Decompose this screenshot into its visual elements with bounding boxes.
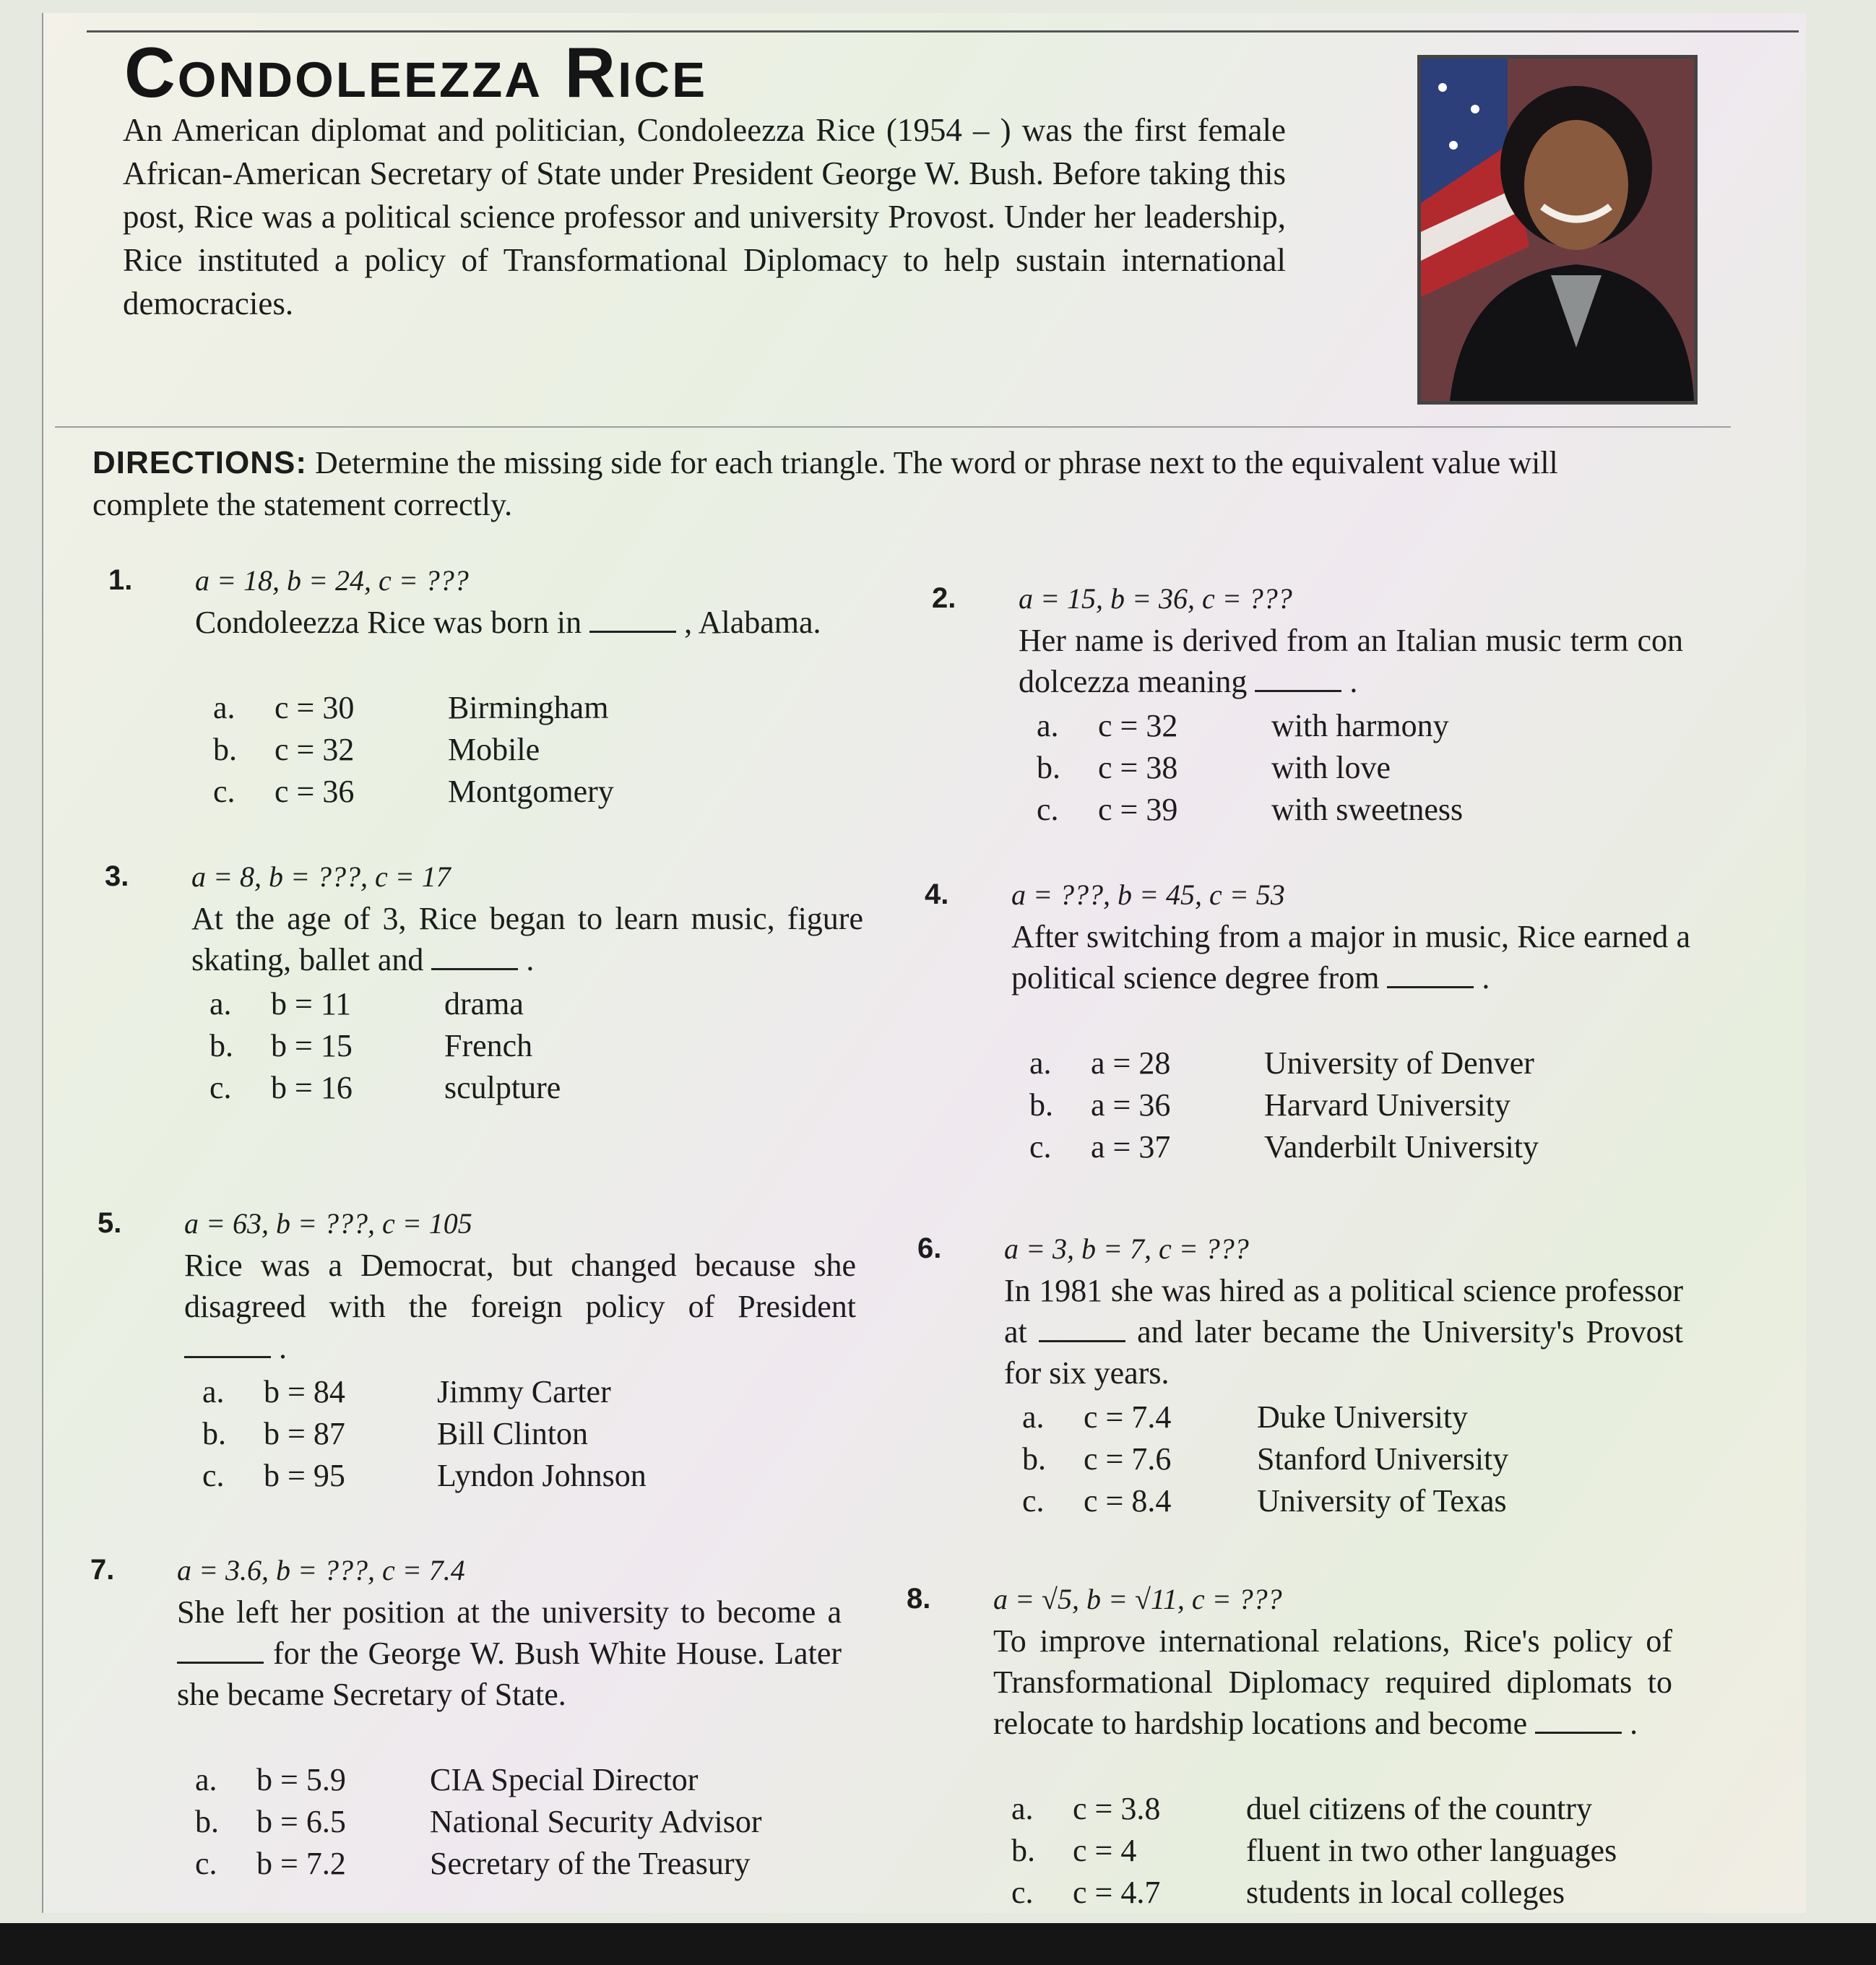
- answer-blank[interactable]: [1535, 1703, 1622, 1734]
- option-value: b = 16: [271, 1070, 353, 1105]
- section-divider: [55, 426, 1731, 428]
- option-b[interactable]: [108, 729, 889, 770]
- option-letter: b.: [209, 1028, 233, 1063]
- problem-number: 1.: [108, 564, 133, 596]
- statement: [1011, 916, 1690, 998]
- problem-3: [105, 856, 885, 1203]
- option-value: b = 11: [271, 986, 352, 1022]
- option-c[interactable]: [917, 1480, 1698, 1521]
- problem-number: 8.: [907, 1583, 931, 1615]
- option-letter: a.: [213, 690, 235, 725]
- statement-text: Condoleezza Rice was born in: [195, 605, 582, 640]
- option-letter: a.: [1011, 1791, 1034, 1826]
- option-answer: Mobile: [448, 732, 540, 767]
- option-b[interactable]: [98, 1413, 878, 1454]
- option-letter: a.: [1037, 708, 1059, 743]
- answer-blank[interactable]: [184, 1327, 271, 1358]
- statement-text: Rice was a Democrat, but changed because she disagreed with the foreign policy of President: [184, 1248, 856, 1324]
- option-letter: b.: [1037, 750, 1060, 785]
- option-answer: drama: [444, 986, 524, 1022]
- option-b[interactable]: [907, 1830, 1694, 1871]
- option-c[interactable]: [108, 771, 889, 812]
- option-value: b = 15: [271, 1028, 353, 1063]
- problem-6: [917, 1228, 1698, 1575]
- problem-2: [932, 578, 1712, 925]
- option-value: a = 36: [1091, 1087, 1171, 1123]
- problem-number: 5.: [98, 1207, 122, 1239]
- option-value: c = 32: [1098, 708, 1178, 743]
- option-b[interactable]: [105, 1025, 885, 1066]
- option-value: c = 4.7: [1073, 1875, 1161, 1910]
- option-value: a = 37: [1091, 1129, 1171, 1165]
- statement: [177, 1592, 842, 1715]
- option-c[interactable]: [925, 1126, 1705, 1167]
- statement: [195, 602, 860, 643]
- option-value: b = 84: [264, 1374, 345, 1409]
- problem-number: 3.: [105, 860, 129, 892]
- option-a[interactable]: [932, 705, 1712, 746]
- statement-text: At the age of 3, Rice began to learn music, figure skating, ballet and: [191, 901, 863, 977]
- answer-blank[interactable]: [431, 939, 518, 970]
- statement-ending: .: [1630, 1706, 1638, 1741]
- option-value: b = 95: [264, 1458, 345, 1493]
- option-letter: b.: [1029, 1087, 1053, 1123]
- option-answer: Harvard University: [1264, 1087, 1510, 1123]
- option-answer: Duke University: [1257, 1399, 1469, 1435]
- option-answer: Secretary of the Treasury: [430, 1846, 751, 1881]
- option-value: c = 32: [275, 732, 355, 767]
- option-a[interactable]: [90, 1759, 870, 1800]
- option-letter: a.: [1022, 1399, 1045, 1435]
- option-value: b = 87: [264, 1416, 345, 1451]
- option-c[interactable]: [98, 1455, 878, 1496]
- option-b[interactable]: [917, 1438, 1698, 1480]
- option-value: b = 5.9: [256, 1762, 346, 1797]
- option-letter: c.: [1022, 1483, 1045, 1519]
- statement-ending: for the George W. Bush White House. Later she became Secretary of State.: [177, 1636, 842, 1712]
- given-sides: a = 3.6, b = ???, c = 7.4: [177, 1554, 465, 1586]
- intro-paragraph: An American diplomat and politician, Condoleezza Rice (1954 – ) was the first female African-American Secretary of State under President George W. Bush. Before taking this post, Rice was a political science professor and university Provost. Under her leadership, Rice instituted a policy of Transformational Diplomacy to help sustain international democracies.: [123, 112, 1286, 321]
- option-letter: c.: [202, 1458, 225, 1493]
- answer-blank[interactable]: [1039, 1311, 1125, 1342]
- statement-ending: , Alabama.: [684, 605, 821, 640]
- answer-blank[interactable]: [589, 602, 676, 633]
- option-c[interactable]: [105, 1067, 885, 1108]
- problem-number: 2.: [932, 582, 956, 614]
- option-letter: a.: [195, 1762, 217, 1797]
- statement: [1019, 620, 1683, 702]
- answer-blank[interactable]: [1255, 661, 1341, 692]
- given-sides: a = √5, b = √11, c = ???: [993, 1583, 1282, 1615]
- option-answer: Montgomery: [448, 774, 614, 809]
- portrait-photo: [1417, 55, 1698, 405]
- option-a[interactable]: [105, 983, 885, 1024]
- statement-ending: .: [1482, 960, 1490, 996]
- option-c[interactable]: [90, 1843, 870, 1884]
- given-sides: a = 15, b = 36, c = ???: [1019, 582, 1292, 615]
- option-answer: University of Texas: [1257, 1483, 1507, 1519]
- option-value: c = 30: [275, 690, 355, 725]
- statement-text: Her name is derived from an Italian music term con dolcezza meaning: [1019, 623, 1683, 699]
- option-letter: c.: [1037, 792, 1059, 827]
- option-letter: b.: [1011, 1833, 1035, 1868]
- option-answer: French: [444, 1028, 533, 1063]
- option-answer: Vanderbilt University: [1264, 1129, 1539, 1165]
- option-answer: sculpture: [444, 1070, 561, 1105]
- statement-text: She left her position at the university to become a: [177, 1594, 842, 1630]
- option-letter: b.: [213, 732, 237, 767]
- given-sides: a = 63, b = ???, c = 105: [184, 1207, 472, 1240]
- problem-7: [90, 1550, 870, 1896]
- option-letter: a.: [202, 1374, 225, 1409]
- directions: [92, 442, 1682, 526]
- statement-ending: .: [279, 1330, 287, 1365]
- option-a[interactable]: [98, 1371, 878, 1412]
- option-letter: b.: [1022, 1441, 1046, 1477]
- problem-4: [925, 874, 1705, 1221]
- option-answer: with harmony: [1271, 708, 1449, 743]
- option-letter: a.: [209, 986, 232, 1022]
- option-answer: Stanford University: [1257, 1441, 1509, 1477]
- statement-text: In 1981 she was hired as a political science professor at: [1004, 1273, 1683, 1349]
- statement: [1004, 1270, 1683, 1394]
- option-value: c = 36: [275, 774, 355, 809]
- option-value: c = 39: [1098, 792, 1178, 827]
- statement: [993, 1620, 1672, 1744]
- given-sides: a = 18, b = 24, c = ???: [195, 564, 469, 597]
- option-value: b = 6.5: [256, 1804, 346, 1839]
- problem-8: [907, 1579, 1694, 1925]
- problem-number: 7.: [90, 1554, 115, 1586]
- problem-1: [108, 560, 889, 907]
- problem-number: 6.: [917, 1232, 942, 1264]
- page-title: Condoleezza Rice: [124, 33, 708, 112]
- option-answer: Lyndon Johnson: [437, 1458, 647, 1493]
- option-value: c = 38: [1098, 750, 1178, 785]
- option-answer: National Security Advisor: [430, 1804, 762, 1839]
- statement: [184, 1245, 856, 1368]
- statement: [191, 898, 863, 980]
- statement-ending: .: [1349, 664, 1358, 699]
- option-value: c = 7.6: [1084, 1441, 1172, 1477]
- option-a[interactable]: [917, 1396, 1698, 1438]
- option-letter: b.: [202, 1416, 226, 1451]
- option-b[interactable]: [90, 1801, 870, 1842]
- given-sides: a = 3, b = 7, c = ???: [1004, 1232, 1249, 1265]
- option-value: c = 7.4: [1084, 1399, 1172, 1435]
- answer-blank[interactable]: [177, 1633, 264, 1664]
- option-letter: a.: [1029, 1045, 1052, 1081]
- problem-number: 4.: [925, 878, 949, 910]
- option-letter: c.: [213, 774, 235, 809]
- directions-label: DIRECTIONS:: [92, 445, 307, 480]
- option-value: c = 8.4: [1084, 1483, 1172, 1519]
- option-answer: fluent in two other languages: [1246, 1833, 1617, 1868]
- option-letter: c.: [1011, 1875, 1034, 1910]
- option-value: c = 3.8: [1073, 1791, 1161, 1826]
- option-letter: c.: [195, 1846, 217, 1881]
- option-c[interactable]: [932, 789, 1712, 830]
- given-sides: a = ???, b = 45, c = 53: [1011, 878, 1285, 911]
- option-value: a = 28: [1091, 1045, 1171, 1081]
- option-answer: Bill Clinton: [437, 1416, 589, 1451]
- option-answer: duel citizens of the country: [1246, 1791, 1592, 1826]
- statement-text: To improve international relations, Rice's policy of Transformational Diplomacy required diplomats to relocate to hardship locations and become: [993, 1623, 1672, 1741]
- statement-ending: and later became the University's Provost for six years.: [1004, 1314, 1684, 1391]
- option-letter: b.: [195, 1804, 219, 1839]
- option-value: c = 4: [1073, 1833, 1137, 1868]
- option-answer: Birmingham: [448, 690, 609, 725]
- option-answer: University of Denver: [1264, 1045, 1534, 1081]
- option-answer: Jimmy Carter: [437, 1374, 611, 1409]
- screen-bezel: [0, 1923, 1876, 1965]
- given-sides: a = 8, b = ???, c = 17: [191, 860, 451, 893]
- option-b[interactable]: [925, 1084, 1705, 1126]
- option-value: b = 7.2: [256, 1846, 346, 1881]
- option-letter: c.: [209, 1070, 232, 1105]
- option-answer: with love: [1271, 750, 1391, 785]
- directions-text: Determine the missing side for each triangle. The word or phrase next to the equivalent value will complete the statement correctly.: [92, 445, 1558, 522]
- option-b[interactable]: [932, 747, 1712, 788]
- option-answer: CIA Special Director: [430, 1762, 699, 1797]
- option-c[interactable]: [907, 1872, 1694, 1913]
- statement-ending: .: [526, 942, 535, 977]
- statement-text: After switching from a major in music, Rice earned a political science degree from: [1011, 919, 1690, 996]
- option-answer: students in local colleges: [1246, 1875, 1565, 1910]
- option-a[interactable]: [907, 1788, 1694, 1829]
- option-a[interactable]: [108, 687, 889, 728]
- problem-5: [98, 1203, 878, 1550]
- option-answer: with sweetness: [1271, 792, 1464, 827]
- answer-blank[interactable]: [1387, 957, 1474, 988]
- option-a[interactable]: [925, 1042, 1705, 1084]
- option-letter: c.: [1029, 1129, 1052, 1165]
